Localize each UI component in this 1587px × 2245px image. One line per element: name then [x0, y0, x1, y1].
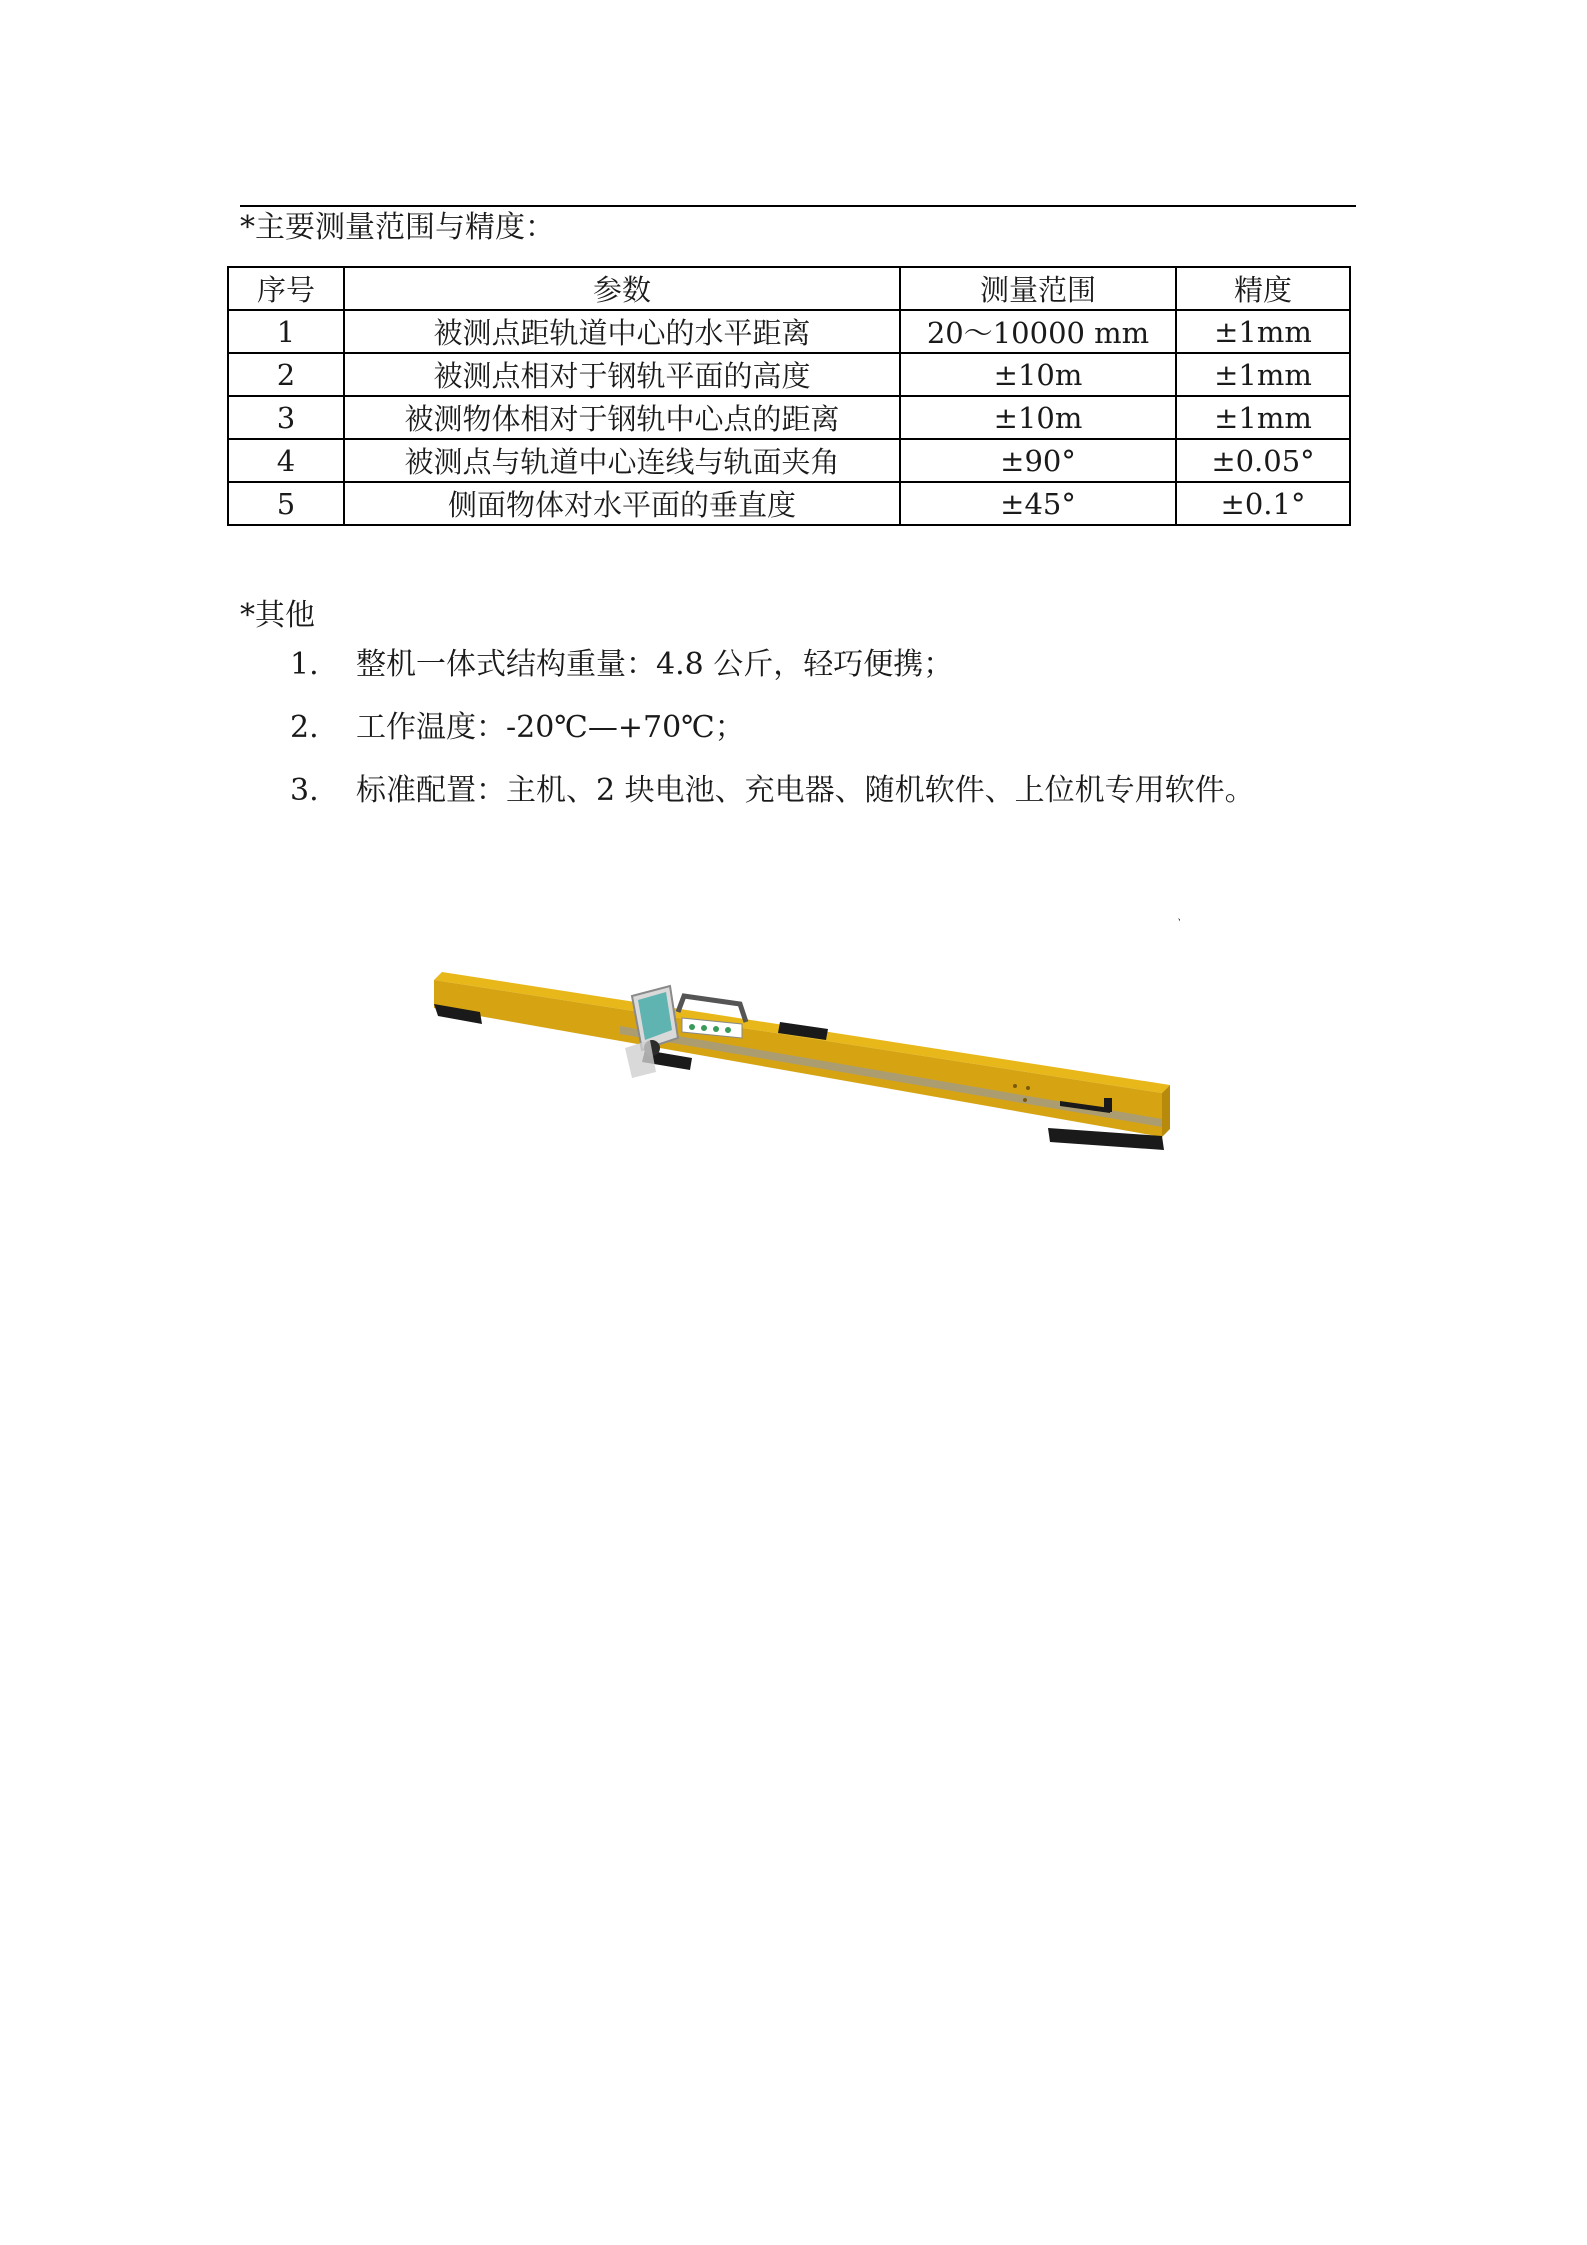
header-accuracy: 精度 [1176, 267, 1350, 310]
cell-range: ±90° [900, 439, 1176, 482]
beam-dot [1013, 1084, 1017, 1088]
table-row [228, 353, 1350, 396]
cell-param: 侧面物体对水平面的垂直度 [344, 482, 900, 525]
photo-speck [1178, 918, 1180, 925]
cell-range: ±10m [900, 396, 1176, 439]
table-row [228, 310, 1350, 353]
product-photo [420, 900, 1180, 1180]
beam-dot [1026, 1086, 1030, 1090]
cell-param: 被测点与轨道中心连线与轨面夹角 [344, 439, 900, 482]
slider-knob [1104, 1098, 1112, 1112]
list-item-text: 标准配置：主机、2 块电池、充电器、随机软件、上位机专用软件。 [356, 773, 1255, 808]
header-param: 参数 [344, 267, 900, 310]
keypad-button [725, 1027, 731, 1033]
header-no: 序号 [228, 267, 344, 310]
cell-no: 1 [228, 310, 344, 353]
cell-range: ±45° [900, 482, 1176, 525]
list-item-number: 1. [290, 647, 319, 682]
cell-param: 被测点距轨道中心的水平距离 [344, 310, 900, 353]
cell-no: 5 [228, 482, 344, 525]
table-row [228, 439, 1350, 482]
beam-dot [1023, 1098, 1027, 1102]
cell-accuracy: ±0.05° [1176, 439, 1350, 482]
spec-table [227, 266, 1351, 526]
table-header-row [228, 267, 1350, 310]
table-row [228, 396, 1350, 439]
other-list [290, 640, 1255, 829]
list-item-number: 3. [290, 773, 319, 808]
cell-param: 被测物体相对于钢轨中心点的距离 [344, 396, 900, 439]
list-item-text: 整机一体式结构重量：4.8 公斤，轻巧便携； [356, 647, 954, 682]
list-item-text: 工作温度：-20℃—+70℃； [356, 710, 745, 745]
list-item-number: 2. [290, 710, 319, 745]
keypad-button [701, 1025, 707, 1031]
list-item [290, 640, 1255, 703]
cell-accuracy: ±1mm [1176, 310, 1350, 353]
cell-range: 20～10000 mm [900, 310, 1176, 353]
spec-section-title: *主要测量范围与精度： [240, 210, 555, 245]
cell-range: ±10m [900, 353, 1176, 396]
cell-no: 4 [228, 439, 344, 482]
table-row [228, 482, 1350, 525]
header-rule [240, 205, 1356, 207]
beam-end-cap [1162, 1085, 1170, 1137]
cell-no: 3 [228, 396, 344, 439]
cell-accuracy: ±0.1° [1176, 482, 1350, 525]
keypad-button [689, 1024, 695, 1030]
cell-accuracy: ±1mm [1176, 396, 1350, 439]
list-item [290, 703, 1255, 766]
cell-no: 2 [228, 353, 344, 396]
header-range: 测量范围 [900, 267, 1176, 310]
cell-param: 被测点相对于钢轨平面的高度 [344, 353, 900, 396]
other-section-title: *其他 [240, 598, 315, 633]
list-item [290, 766, 1255, 829]
keypad-button [713, 1026, 719, 1032]
cell-accuracy: ±1mm [1176, 353, 1350, 396]
